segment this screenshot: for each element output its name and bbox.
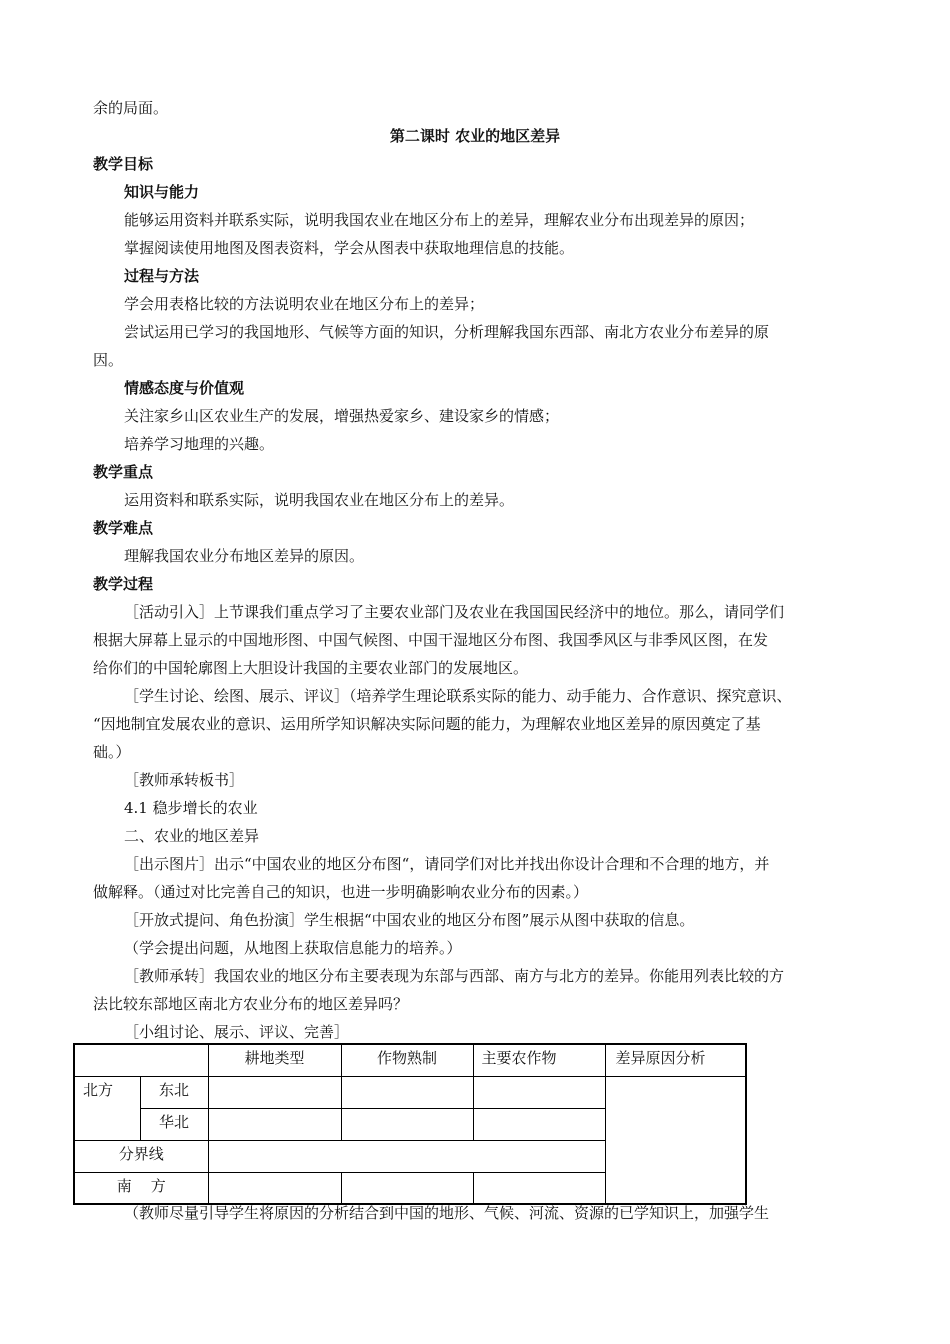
text-line: 做解释。（通过对比完善自己的知识，也进一步明确影响农业分布的因素。） bbox=[93, 883, 589, 901]
table-cell bbox=[341, 1108, 473, 1140]
text-line: 运用资料和联系实际，说明我国农业在地区分布上的差异。 bbox=[124, 491, 515, 509]
text-line: “因地制宜发展农业的意识、运用所学知识解决实际问题的能力，为理解农业地区差异的原因奠定了基 bbox=[93, 715, 761, 733]
subsection-heading: 知识与能力 bbox=[124, 183, 200, 201]
text-line: 余的局面。 bbox=[93, 99, 169, 117]
subsection-heading: 情感态度与价值观 bbox=[124, 379, 245, 397]
lesson-title: 第二课时 农业的地区差异 bbox=[389, 127, 561, 145]
section-heading: 教学过程 bbox=[93, 575, 154, 593]
subsection-heading: 过程与方法 bbox=[124, 267, 200, 285]
section-heading: 教学重点 bbox=[93, 463, 154, 481]
row-label-north-china: 华北 bbox=[140, 1108, 208, 1140]
table-cell-reason bbox=[605, 1076, 746, 1204]
text-line: 因。 bbox=[93, 351, 124, 369]
text-line: ［教师承转板书］ bbox=[124, 771, 245, 789]
text-line: 根据大屏幕上显示的中国地形图、中国气候图、中国干湿地区分布图、我国季风区与非季风区图，在发 bbox=[93, 631, 769, 649]
text-line: 础。） bbox=[93, 743, 131, 761]
text-line: ［小组讨论、展示、评议、完善］ bbox=[124, 1023, 350, 1041]
text-line: ［活动引入］上节课我们重点学习了主要农业部门及农业在我国国民经济中的地位。那么，请同学们 bbox=[124, 603, 785, 621]
text-line: 理解我国农业分布地区差异的原因。 bbox=[124, 547, 365, 565]
text-line: ［教师承转］我国农业的地区分布主要表现为东部与西部、南方与北方的差异。你能用列表比较的方 bbox=[124, 967, 785, 985]
table-corner-cell bbox=[74, 1044, 208, 1076]
text-line: 掌握阅读使用地图及图表资料，学会从图表中获取地理信息的技能。 bbox=[124, 239, 575, 257]
row-label-north: 北方 bbox=[74, 1076, 140, 1140]
text-line: 能够运用资料并联系实际，说明我国农业在地区分布上的差异，理解农业分布出现差异的原因； bbox=[124, 211, 755, 229]
text-line: 学会用表格比较的方法说明农业在地区分布上的差异； bbox=[124, 295, 485, 313]
text-line: 4.1 稳步增长的农业 bbox=[124, 799, 258, 817]
table-cell bbox=[473, 1076, 605, 1108]
table-cell bbox=[208, 1108, 341, 1140]
row-label-south: 南 方 bbox=[74, 1172, 208, 1204]
row-label-northeast: 东北 bbox=[140, 1076, 208, 1108]
table-header: 差异原因分析 bbox=[605, 1044, 746, 1076]
comparison-table bbox=[73, 1043, 747, 1205]
table-cell bbox=[208, 1140, 605, 1172]
table-cell bbox=[473, 1108, 605, 1140]
section-heading: 教学难点 bbox=[93, 519, 154, 537]
table-header: 耕地类型 bbox=[208, 1044, 341, 1076]
text-line: ［开放式提问、角色扮演］学生根据“中国农业的地区分布图”展示从图中获取的信息。 bbox=[124, 911, 695, 929]
text-line: 培养学习地理的兴趣。 bbox=[124, 435, 275, 453]
table-cell bbox=[473, 1172, 605, 1204]
text-line: 二、农业的地区差异 bbox=[124, 827, 260, 845]
text-line: （教师尽量引导学生将原因的分析结合到中国的地形、气候、河流、资源的已学知识上，加强学生 bbox=[124, 1204, 770, 1222]
table-cell bbox=[208, 1172, 341, 1204]
table-cell bbox=[208, 1076, 341, 1108]
table-header: 作物熟制 bbox=[341, 1044, 473, 1076]
text-line: ［出示图片］出示“中国农业的地区分布图“，请同学们对比并找出你设计合理和不合理的地方，并 bbox=[124, 855, 770, 873]
text-line: 法比较东部地区南北方农业分布的地区差异吗？ bbox=[93, 995, 409, 1013]
text-line: （学会提出问题，从地图上获取信息能力的培养。） bbox=[124, 939, 462, 957]
text-line: 关注家乡山区农业生产的发展，增强热爱家乡、建设家乡的情感； bbox=[124, 407, 560, 425]
table-cell bbox=[341, 1076, 473, 1108]
text-line: ［学生讨论、绘图、展示、评议］（培养学生理论联系实际的能力、动手能力、合作意识、探究意识、 bbox=[124, 687, 792, 705]
text-line: 尝试运用已学习的我国地形、气候等方面的知识，分析理解我国东西部、南北方农业分布差异的原 bbox=[124, 323, 770, 341]
section-heading: 教学目标 bbox=[93, 155, 154, 173]
table-cell bbox=[341, 1172, 473, 1204]
table-header: 主要农作物 bbox=[473, 1044, 605, 1076]
row-label-divider: 分界线 bbox=[74, 1140, 208, 1172]
text-line: 给你们的中国轮廓图上大胆设计我国的主要农业部门的发展地区。 bbox=[93, 659, 529, 677]
